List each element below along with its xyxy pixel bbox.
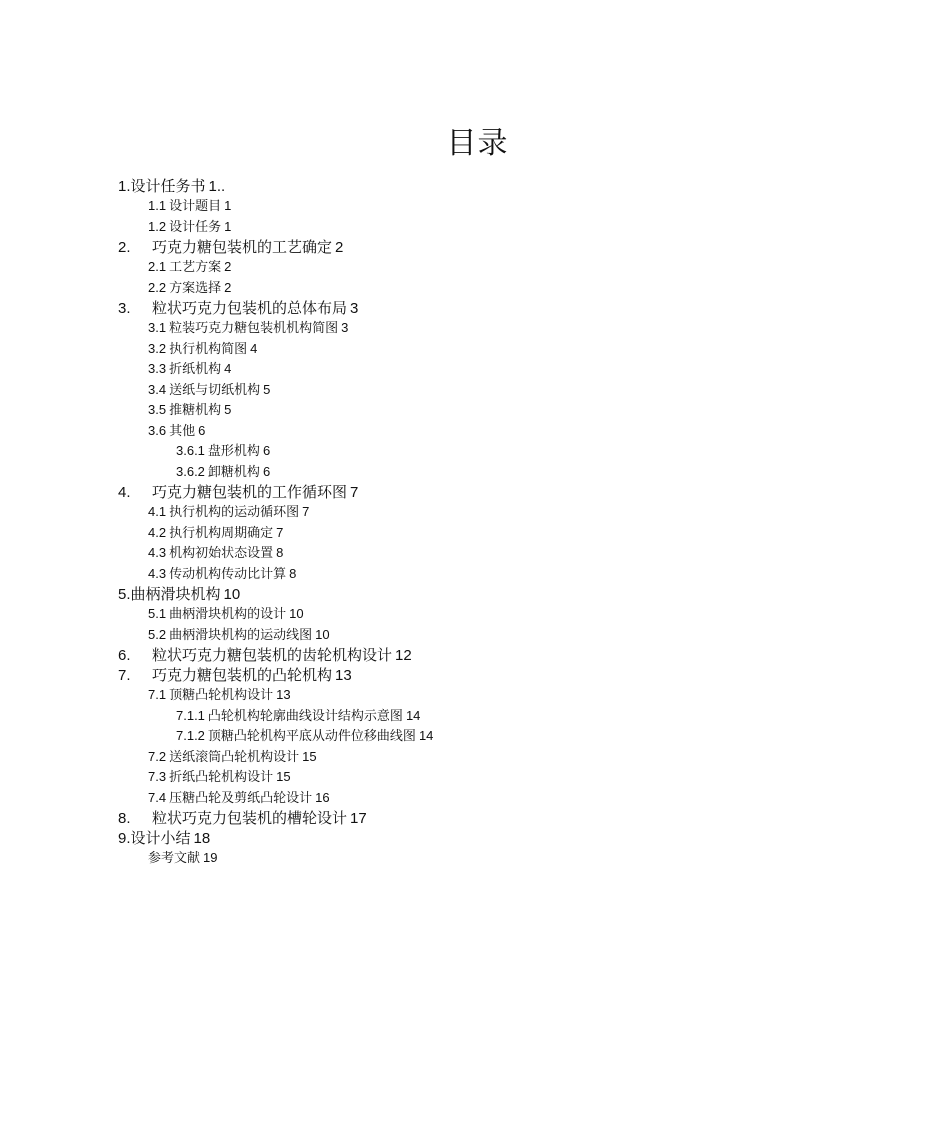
toc-entry-number: 3.3 bbox=[148, 361, 167, 376]
toc-entry-title: 顶糖凸轮机构设计 bbox=[169, 688, 274, 703]
toc-entry-page-number: 2 bbox=[224, 259, 232, 274]
toc-entry-level-2[interactable] bbox=[0, 604, 950, 625]
toc-entry-page-number: 2 bbox=[335, 239, 344, 256]
toc-entry-level-2[interactable] bbox=[0, 564, 950, 585]
toc-entry-title: 曲柄滑块机构 bbox=[130, 585, 221, 603]
toc-entry-number: 5. bbox=[118, 586, 131, 603]
toc-entry-title: 巧克力糖包装机的凸轮机构 bbox=[152, 666, 333, 684]
toc-entry-title: 参考文献 bbox=[148, 851, 201, 866]
toc-entry-title: 设计任务书 bbox=[130, 177, 206, 195]
toc-entry-title: 推糖机构 bbox=[169, 403, 222, 418]
toc-entry-number: 3.4 bbox=[148, 381, 167, 397]
toc-entry-level-2[interactable] bbox=[0, 380, 950, 401]
toc-entry-number: 4.2 bbox=[148, 524, 167, 540]
toc-entry-level-2[interactable] bbox=[0, 421, 950, 442]
toc-entry-level-2[interactable] bbox=[0, 359, 950, 380]
toc-entry-page-number: 7 bbox=[302, 504, 310, 519]
toc-entry-page-number: 8 bbox=[276, 545, 284, 560]
toc-entry-title: 工艺方案 bbox=[169, 260, 222, 275]
toc-entry-page-number: 14 bbox=[405, 707, 421, 723]
toc-entry-title: 卸糖机构 bbox=[207, 464, 260, 480]
toc-entry-page-number: 1 bbox=[224, 198, 232, 213]
toc-entry-title: 执行机构的运动循环图 bbox=[169, 505, 300, 520]
toc-entry-level-2[interactable] bbox=[0, 767, 950, 788]
toc-entry-title: 方案选择 bbox=[169, 280, 222, 296]
toc-entry-page-number: 7 bbox=[276, 524, 284, 540]
toc-entry-title: 曲柄滑块机构的设计 bbox=[169, 607, 287, 622]
toc-entry-page-number: 10 bbox=[315, 626, 330, 642]
toc-entry-level-2[interactable] bbox=[0, 196, 950, 217]
toc-entry-number: 4. bbox=[118, 484, 131, 501]
toc-entry-page-number: 2 bbox=[224, 279, 232, 295]
toc-entry-level-2[interactable] bbox=[0, 685, 950, 706]
toc-entry-level-2[interactable] bbox=[0, 257, 950, 278]
toc-entry-level-2[interactable] bbox=[0, 278, 950, 299]
toc-entry-page-number: 13 bbox=[276, 687, 291, 702]
toc-entry-level-1[interactable] bbox=[0, 482, 950, 502]
toc-entry-number: 1.1 bbox=[148, 198, 167, 213]
toc-entry-number: 7.2 bbox=[148, 748, 167, 764]
toc-entry-page-number: 17 bbox=[350, 810, 367, 827]
toc-entry-level-2[interactable] bbox=[0, 747, 950, 768]
toc-entry-title: 巧克力糖包装机的工作循环图 bbox=[152, 483, 348, 501]
toc-entry-page-number: 1 bbox=[224, 218, 232, 234]
toc-entry-level-2[interactable] bbox=[0, 400, 950, 421]
toc-entry-page-number: 18 bbox=[193, 830, 211, 847]
toc-entry-page-number: 12 bbox=[395, 647, 412, 664]
toc-entry-number: 3.6 bbox=[148, 422, 167, 438]
toc-entry-level-2[interactable] bbox=[0, 502, 950, 523]
toc-title: 目录 bbox=[446, 126, 509, 161]
toc-entry-level-3[interactable] bbox=[0, 706, 950, 727]
toc-entry-number: 4.3 bbox=[148, 545, 167, 560]
toc-entry-level-1[interactable] bbox=[0, 176, 950, 196]
toc-entry-title: 粒装巧克力糖包装机机构简图 bbox=[169, 321, 339, 336]
toc-entry-number: 7. bbox=[118, 667, 131, 684]
toc-entry-number: 7.1 bbox=[148, 687, 167, 702]
toc-entry-title: 送纸与切纸机构 bbox=[169, 382, 261, 398]
toc-entry-level-2[interactable] bbox=[0, 788, 950, 809]
toc-entry-number: 2.2 bbox=[148, 279, 167, 295]
toc-entry-page-number: 5 bbox=[224, 402, 232, 417]
toc-entry-page-number: 6 bbox=[262, 443, 271, 458]
toc-entry-title: 曲柄滑块机构的运动线图 bbox=[169, 627, 313, 643]
toc-entry-number: 1.2 bbox=[148, 218, 167, 234]
toc-entry-page-number: 15 bbox=[276, 769, 291, 784]
toc-entry-title: 执行机构周期确定 bbox=[169, 525, 274, 541]
toc-entry-number: 2.1 bbox=[148, 259, 167, 274]
toc-entry-number: 7.4 bbox=[148, 789, 167, 805]
toc-entry-page-number: 6 bbox=[198, 422, 206, 438]
toc-entry-title: 传动机构传动比计算 bbox=[169, 566, 287, 582]
toc-entry-page-number: 16 bbox=[315, 789, 330, 805]
toc-entry-number: 3. bbox=[118, 300, 131, 317]
toc-entry-level-1[interactable] bbox=[0, 237, 950, 257]
toc-entry-title: 盘形机构 bbox=[207, 444, 260, 459]
toc-entry-title: 其他 bbox=[169, 423, 196, 439]
toc-entry-page-number: 6 bbox=[262, 463, 271, 479]
toc-entry-level-3[interactable] bbox=[0, 726, 950, 747]
toc-entry-title: 粒状巧克力包装机的总体布局 bbox=[152, 299, 348, 317]
toc-entry-page-number: 4 bbox=[224, 361, 232, 376]
toc-entry-number: 3.6.1 bbox=[176, 443, 205, 458]
toc-entry-number: 7.1.2 bbox=[176, 728, 205, 743]
toc-entry-title: 顶糖凸轮机构平底从动件位移曲线图 bbox=[207, 729, 416, 744]
toc-entry-title: 巧克力糖包装机的工艺确定 bbox=[152, 238, 333, 256]
toc-entry-page-number: 10 bbox=[289, 606, 304, 621]
toc-entry-level-1[interactable] bbox=[0, 665, 950, 685]
toc-entry-page-number: 3 bbox=[350, 300, 359, 317]
toc-entry-title: 设计小结 bbox=[130, 829, 191, 847]
toc-entry-number: 9. bbox=[118, 830, 131, 847]
toc-entry-number: 3.5 bbox=[148, 402, 167, 417]
toc-entry-number: 3.1 bbox=[148, 320, 167, 335]
toc-entry-title: 折纸机构 bbox=[169, 362, 222, 377]
toc-entry-title: 设计任务 bbox=[169, 219, 222, 235]
toc-entry-title: 折纸凸轮机构设计 bbox=[169, 770, 274, 785]
toc-entry-title: 送纸滚筒凸轮机构设计 bbox=[169, 749, 300, 765]
toc-entry-level-2[interactable] bbox=[0, 339, 950, 360]
toc-entry-level-2[interactable] bbox=[0, 318, 950, 339]
toc-entry-title: 执行机构简图 bbox=[169, 341, 248, 357]
toc-entry-number: 5.2 bbox=[148, 626, 167, 642]
toc-entry-page-number: 3 bbox=[341, 320, 349, 335]
toc-entry-number: 7.3 bbox=[148, 769, 167, 784]
toc-entry-page-number: 8 bbox=[289, 565, 297, 581]
toc-entry-level-3[interactable] bbox=[0, 462, 950, 483]
toc-entry-number: 6. bbox=[118, 647, 131, 664]
toc-entry-page-number: 15 bbox=[302, 748, 317, 764]
toc-entry-title: 压糖凸轮及剪纸凸轮设计 bbox=[169, 790, 313, 806]
toc-entry-level-3[interactable] bbox=[0, 441, 950, 462]
toc-entry-number: 7.1.1 bbox=[176, 707, 205, 723]
toc-entry-number: 5.1 bbox=[148, 606, 167, 621]
toc-entry-page-number: 4 bbox=[250, 340, 258, 356]
toc-entry-title: 设计题目 bbox=[169, 199, 222, 214]
toc-entry-level-1[interactable] bbox=[0, 298, 950, 318]
toc-entry-number: 2. bbox=[118, 239, 131, 256]
toc-entry-level-1[interactable] bbox=[0, 584, 950, 604]
toc-entry-number: 3.6.2 bbox=[176, 463, 205, 479]
toc-entry-page-number: 5 bbox=[263, 381, 271, 397]
toc-entry-level-2[interactable] bbox=[0, 625, 950, 646]
toc-entry-page-number: 13 bbox=[335, 667, 352, 684]
toc-entry-level-2[interactable] bbox=[0, 848, 950, 869]
toc-entry-title: 凸轮机构轮廓曲线设计结构示意图 bbox=[207, 708, 403, 724]
toc-entry-level-1[interactable] bbox=[0, 828, 950, 848]
toc-list bbox=[0, 176, 950, 869]
toc-entry-title: 机构初始状态设置 bbox=[169, 546, 274, 561]
toc-entry-number: 3.2 bbox=[148, 340, 167, 356]
toc-entry-page-number: 7 bbox=[350, 484, 359, 501]
toc-entry-number: 1. bbox=[118, 178, 131, 195]
toc-entry-level-2[interactable] bbox=[0, 217, 950, 238]
toc-entry-level-2[interactable] bbox=[0, 543, 950, 564]
toc-entry-title: 粒状巧克力糖包装机的齿轮机构设计 bbox=[152, 646, 393, 664]
toc-entry-number: 4.1 bbox=[148, 504, 167, 519]
toc-entry-number: 8. bbox=[118, 810, 131, 827]
toc-entry-page-number: 10 bbox=[223, 586, 241, 603]
toc-entry-title: 粒状巧克力包装机的槽轮设计 bbox=[152, 809, 348, 827]
toc-entry-number: 4.3 bbox=[148, 565, 167, 581]
toc-entry-level-1[interactable] bbox=[0, 645, 950, 665]
toc-entry-level-2[interactable] bbox=[0, 523, 950, 544]
toc-entry-page-number: 19 bbox=[203, 850, 218, 865]
toc-entry-page-number: 14 bbox=[418, 728, 434, 743]
toc-entry-page-number: 1.. bbox=[208, 178, 226, 195]
toc-entry-level-1[interactable] bbox=[0, 808, 950, 828]
